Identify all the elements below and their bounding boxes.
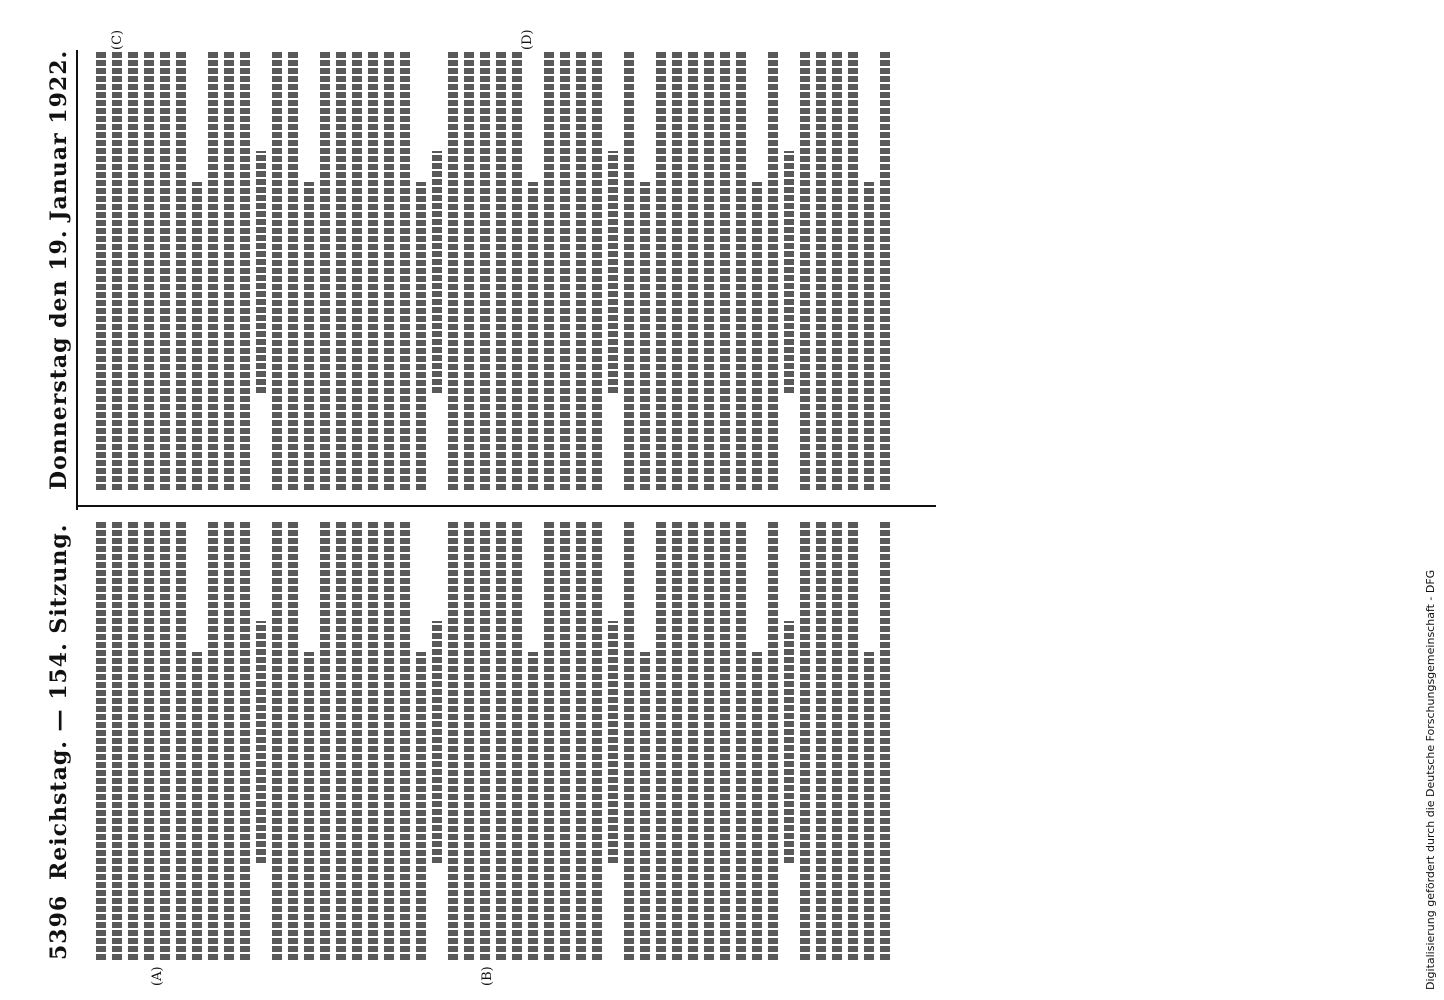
text-line <box>400 50 410 490</box>
text-line <box>880 520 890 960</box>
text-line <box>240 50 250 490</box>
text-line <box>336 50 346 490</box>
text-line <box>608 151 618 393</box>
text-line <box>208 50 218 490</box>
text-line <box>256 151 266 393</box>
text-line <box>112 50 122 490</box>
text-line <box>832 50 842 490</box>
text-line <box>304 652 314 960</box>
margin-marker-c: (C) <box>110 29 125 50</box>
text-line <box>96 50 106 490</box>
text-line <box>656 520 666 960</box>
text-line <box>224 520 234 960</box>
text-line <box>128 520 138 960</box>
text-line <box>672 520 682 960</box>
text-line <box>608 621 618 863</box>
text-line <box>816 50 826 490</box>
text-line <box>288 520 298 960</box>
text-line <box>304 182 314 490</box>
margin-marker-a: (A) <box>150 966 165 986</box>
text-line <box>464 50 474 490</box>
text-line <box>688 50 698 490</box>
text-line <box>320 520 330 960</box>
text-line <box>528 652 538 960</box>
text-line <box>720 50 730 490</box>
text-line <box>272 50 282 490</box>
page-number: 5396 <box>46 894 72 960</box>
text-line <box>848 50 858 490</box>
margin-marker-b: (B) <box>480 966 495 986</box>
text-line <box>576 520 586 960</box>
header-rule <box>76 50 78 510</box>
credit-text: Digitalisierung gefördert durch die Deutsche Forschungsgemeinschaft - DFG <box>1424 569 1437 990</box>
text-line <box>464 520 474 960</box>
column-divider <box>76 505 936 507</box>
text-line <box>96 520 106 960</box>
text-line <box>384 520 394 960</box>
left-column <box>90 520 910 960</box>
text-line <box>512 520 522 960</box>
text-line <box>848 520 858 960</box>
text-line <box>624 50 634 490</box>
text-line <box>560 520 570 960</box>
text-line <box>336 520 346 960</box>
text-line <box>176 50 186 490</box>
text-line <box>768 50 778 490</box>
text-line <box>800 50 810 490</box>
page-header <box>40 40 80 960</box>
text-line <box>592 50 602 490</box>
text-line <box>496 50 506 490</box>
text-line <box>544 50 554 490</box>
text-line <box>368 520 378 960</box>
page-date: Donnerstag den 19. Januar 1922. <box>46 49 72 490</box>
text-line <box>224 50 234 490</box>
text-line <box>160 520 170 960</box>
text-line <box>784 151 794 393</box>
credit-strip <box>1406 10 1437 990</box>
text-line <box>688 520 698 960</box>
text-line <box>400 520 410 960</box>
text-line <box>192 652 202 960</box>
text-line <box>544 520 554 960</box>
text-line <box>880 50 890 490</box>
text-line <box>288 50 298 490</box>
page-title: Reichstag. — 154. Sitzung. <box>46 523 72 880</box>
text-line <box>480 50 490 490</box>
text-line <box>864 182 874 490</box>
text-line <box>144 50 154 490</box>
text-line <box>448 520 458 960</box>
text-line <box>208 520 218 960</box>
text-line <box>112 520 122 960</box>
text-line <box>640 652 650 960</box>
text-line <box>480 520 490 960</box>
text-line <box>320 50 330 490</box>
text-line <box>432 151 442 393</box>
text-line <box>384 50 394 490</box>
text-line <box>864 652 874 960</box>
text-line <box>800 520 810 960</box>
text-line <box>496 520 506 960</box>
text-line <box>624 520 634 960</box>
text-line <box>640 182 650 490</box>
text-line <box>528 182 538 490</box>
text-line <box>736 520 746 960</box>
text-line <box>416 652 426 960</box>
text-line <box>448 50 458 490</box>
text-line <box>144 520 154 960</box>
text-line <box>768 520 778 960</box>
text-line <box>752 182 762 490</box>
text-line <box>560 50 570 490</box>
text-line <box>512 50 522 490</box>
text-line <box>720 520 730 960</box>
text-line <box>656 50 666 490</box>
text-line <box>576 50 586 490</box>
text-line <box>416 182 426 490</box>
text-line <box>176 520 186 960</box>
text-line <box>160 50 170 490</box>
text-line <box>704 50 714 490</box>
text-line <box>672 50 682 490</box>
text-line <box>832 520 842 960</box>
margin-marker-d: (D) <box>520 29 535 50</box>
text-line <box>128 50 138 490</box>
text-line <box>352 50 362 490</box>
text-line <box>432 621 442 863</box>
text-line <box>368 50 378 490</box>
rotated-page <box>40 20 1370 986</box>
text-line <box>736 50 746 490</box>
text-line <box>240 520 250 960</box>
text-line <box>816 520 826 960</box>
text-line <box>192 182 202 490</box>
text-line <box>704 520 714 960</box>
text-line <box>352 520 362 960</box>
text-line <box>592 520 602 960</box>
text-line <box>752 652 762 960</box>
right-column <box>90 50 910 490</box>
text-line <box>784 621 794 863</box>
text-line <box>256 621 266 863</box>
text-line <box>272 520 282 960</box>
